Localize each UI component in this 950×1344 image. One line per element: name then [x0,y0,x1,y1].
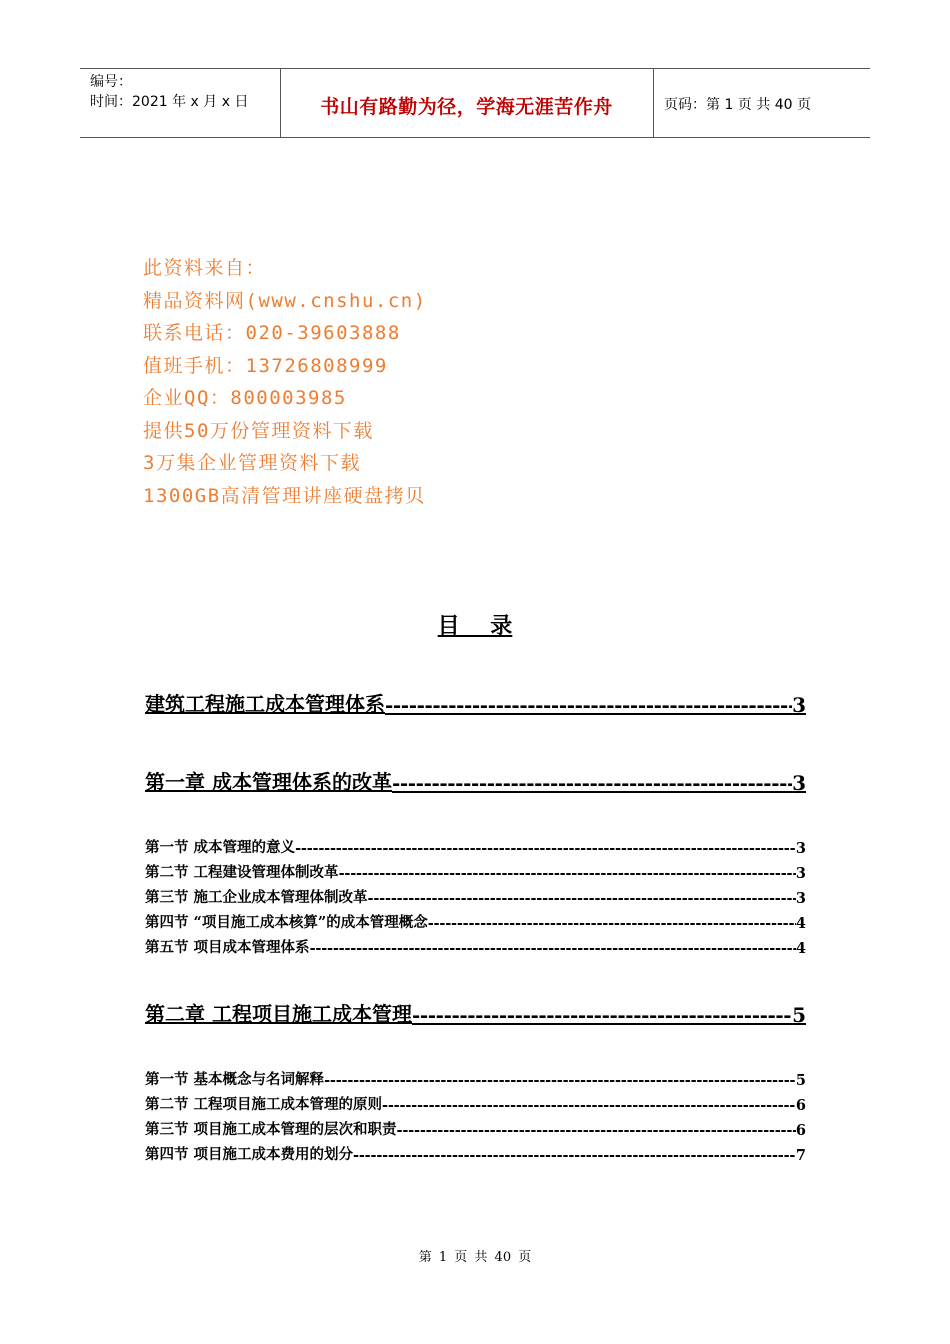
toc-entry-title: 第二节 工程建设管理体制改革 [145,864,339,881]
page-footer: 第 1 页 共 40 页 [418,1250,532,1265]
toc-entry-page: 3 [792,693,806,717]
toc-entry-page: 3 [792,771,806,795]
toc-entry-page: 6 [795,1122,806,1139]
number-label: 编号： [90,74,132,90]
ad-line: 值班手机：13726808999 [143,354,388,377]
header-middle-cell [280,69,654,137]
toc-entry-page: 3 [795,890,806,907]
ad-line: 3万集企业管理资料下载 [143,452,361,474]
toc-entry-title: 第一章 成本管理体系的改革 [145,770,392,794]
motto: 书山有路勤为径，学海无涯苦作舟 [320,96,613,118]
toc-entry[interactable] [145,1068,806,1089]
toc-entry-title: 第一节 基本概念与名词解释 [145,1071,325,1088]
source-info-block [143,252,427,512]
toc-entry-title: 第四节 项目施工成本费用的划分 [145,1146,354,1163]
toc-entry[interactable] [145,1093,806,1114]
toc-entry-title: 第四节 “项目施工成本核算”的成本管理概念 [145,914,428,931]
ad-line: 联系电话：020-39603888 [143,322,401,344]
toc-leader [339,865,796,882]
toc-entry-title: 第二章 工程项目施工成本管理 [145,1002,412,1026]
toc-entry-title: 第五节 项目成本管理体系 [145,939,310,956]
ad-line: 1300GB高清管理讲座硬盘拷贝 [143,484,426,507]
ad-line: 企业QQ：800003985 [143,387,347,409]
document-header [80,68,870,138]
toc-entry-title: 第三节 施工企业成本管理体制改革 [145,889,368,906]
toc-entry[interactable] [145,836,806,857]
ad-line: 此资料来自： [143,257,267,279]
page-info: 页码：第 1 页 共 40 页 [664,97,811,113]
header-right-cell [654,69,870,137]
toc-entry-page: 4 [795,940,806,957]
toc-entry-page: 6 [795,1097,806,1114]
toc-leader [295,840,796,857]
toc-entry[interactable] [145,998,806,1027]
toc-entry[interactable] [145,1143,806,1164]
toc-entry[interactable] [145,911,806,932]
toc-entry[interactable] [145,766,806,795]
toc-entry-title: 第二节 工程项目施工成本管理的原则 [145,1096,383,1113]
toc-title-text: 目 录 [437,613,513,639]
toc-entry[interactable] [145,936,806,957]
toc-entry[interactable] [145,688,806,717]
toc-entry-title: 建筑工程施工成本管理体系 [145,692,385,716]
toc-entry-title: 第一节 成本管理的意义 [145,839,296,856]
toc-leader [310,940,796,957]
toc-entry-page: 3 [795,865,806,882]
date-label: 时间：2021 年 x 月 x 日 [90,94,249,110]
toc-leader [368,890,796,907]
ad-line: 提供50万份管理资料下载 [143,419,374,442]
toc-leader [397,1122,796,1139]
toc-entry-page: 7 [795,1147,806,1164]
toc-leader [382,1097,796,1114]
toc-entry-title: 第三节 项目施工成本管理的层次和职责 [145,1121,397,1138]
toc-leader [412,1003,792,1027]
toc-entry-page: 5 [792,1003,806,1027]
toc-entry[interactable] [145,861,806,882]
toc-entry[interactable] [145,886,806,907]
toc-leader [353,1147,796,1164]
toc-title [0,609,950,640]
toc-entry-page: 3 [795,840,806,857]
toc-leader [385,693,792,717]
toc-leader [324,1072,796,1089]
toc-leader [428,915,796,932]
toc-entry[interactable] [145,1118,806,1139]
toc-entry-page: 5 [795,1072,806,1089]
toc-leader [392,771,792,795]
toc-entry-page: 4 [795,915,806,932]
header-left-cell [80,69,281,137]
ad-line: 精品资料网(www.cnshu.cn) [143,289,427,312]
